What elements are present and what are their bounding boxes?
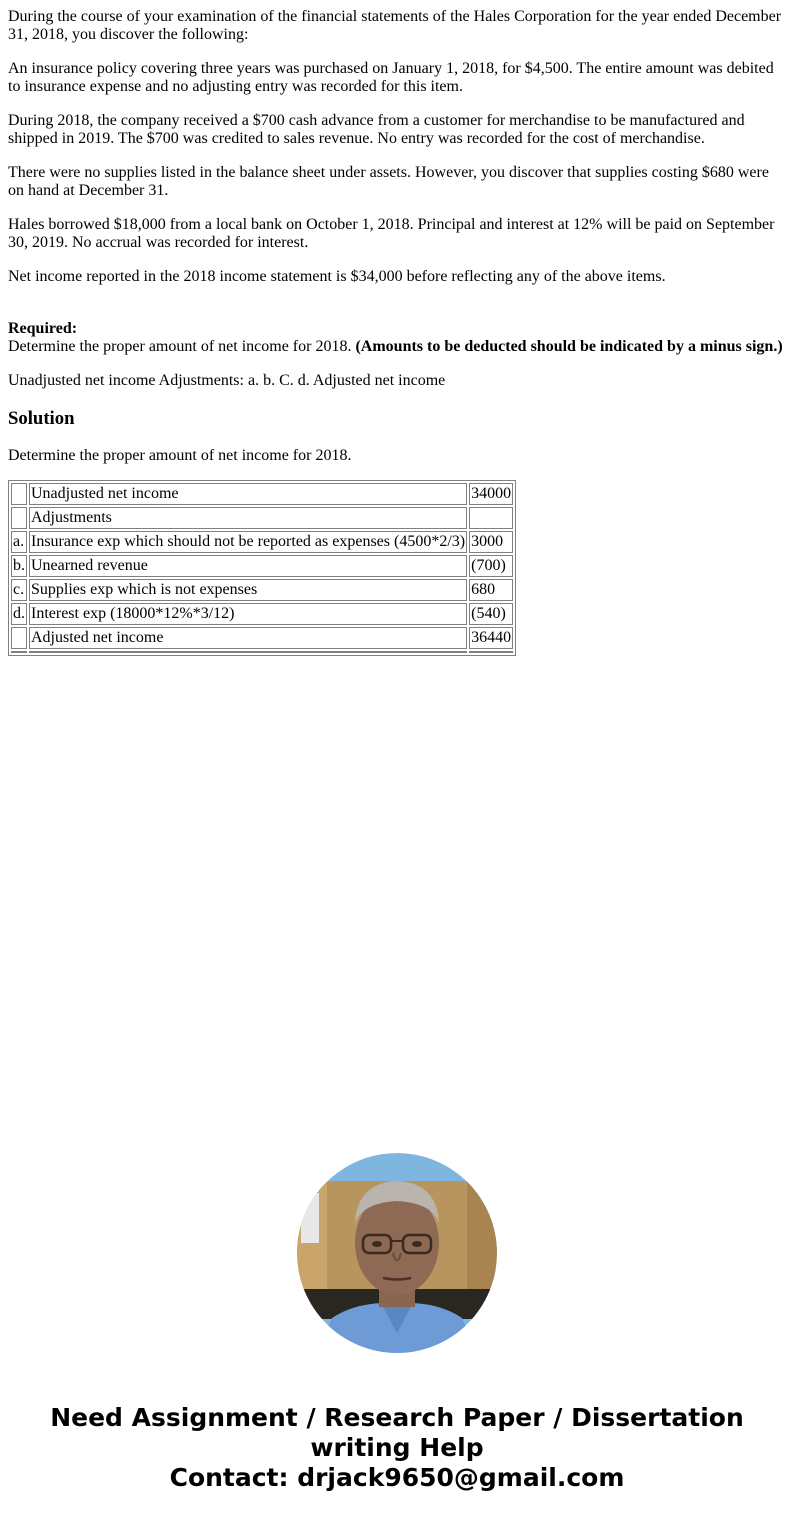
row-label: a. xyxy=(11,531,27,553)
row-label xyxy=(11,483,27,505)
row-amount: (540) xyxy=(469,603,513,625)
template-line: Unadjusted net income Adjustments: a. b. C. d. Adjusted net income xyxy=(8,372,446,389)
avatar xyxy=(297,1153,497,1353)
footer-line-1: Need Assignment / Research Paper / Dissertation xyxy=(50,1403,744,1432)
problem-item-cash-advance: During 2018, the company received a $700 cash advance from a customer for merchandise to be manufactured and shipped in 2019. The $700 was credited to sales revenue. No entry was recorded for the cost of merchandise. xyxy=(8,112,745,147)
row-description: Adjustments xyxy=(29,507,467,529)
table-row xyxy=(11,603,513,625)
table-row xyxy=(11,579,513,601)
empty-cell xyxy=(29,651,467,653)
empty-cell xyxy=(11,651,27,653)
row-description: Unadjusted net income xyxy=(29,483,467,505)
problem-item-insurance: An insurance policy covering three years was purchased on January 1, 2018, for $4,500. The entire amount was debited to insurance expense and no adjusting entry was recorded for this item. xyxy=(8,60,774,95)
required-note: (Amounts to be deducted should be indicated by a minus sign.) xyxy=(355,338,783,355)
required-block xyxy=(8,320,786,356)
table-row xyxy=(11,555,513,577)
row-amount: 3000 xyxy=(469,531,513,553)
table-row xyxy=(11,627,513,649)
table-row xyxy=(11,531,513,553)
row-description: Supplies exp which is not expenses xyxy=(29,579,467,601)
footer-line-2: writing Help xyxy=(310,1433,484,1462)
row-amount: 34000 xyxy=(469,483,513,505)
problem-intro: During the course of your examination of the financial statements of the Hales Corporation for the year ended December 31, 2018, you discover the following: xyxy=(8,8,782,43)
required-label: Required: xyxy=(8,320,78,337)
empty-cell xyxy=(469,651,513,653)
table-row xyxy=(11,507,513,529)
row-description: Adjusted net income xyxy=(29,627,467,649)
problem-item-supplies: There were no supplies listed in the balance sheet under assets. However, you discover that supplies costing $680 were on hand at December 31. xyxy=(8,164,769,199)
table-row xyxy=(11,483,513,505)
row-label: b. xyxy=(11,555,27,577)
problem-item-net-income: Net income reported in the 2018 income statement is $34,000 before reflecting any of the above items. xyxy=(8,268,666,285)
solution-intro: Determine the proper amount of net income for 2018. xyxy=(8,447,352,464)
document-body xyxy=(0,0,794,656)
row-description: Interest exp (18000*12%*3/12) xyxy=(29,603,467,625)
row-label: c. xyxy=(11,579,27,601)
row-description: Unearned revenue xyxy=(29,555,467,577)
footer-contact-email: Contact: drjack9650@gmail.com xyxy=(169,1463,625,1492)
row-description: Insurance exp which should not be reported as expenses (4500*2/3) xyxy=(29,531,467,553)
solution-heading: Solution xyxy=(8,408,75,429)
row-label xyxy=(11,627,27,649)
row-amount xyxy=(469,507,513,529)
required-text: Determine the proper amount of net income for 2018. xyxy=(8,338,356,355)
problem-item-loan: Hales borrowed $18,000 from a local bank on October 1, 2018. Principal and interest at 12% will be paid on September 30, 2019. No accrual was recorded for interest. xyxy=(8,216,775,251)
row-amount: (700) xyxy=(469,555,513,577)
row-amount: 36440 xyxy=(469,627,513,649)
row-label: d. xyxy=(11,603,27,625)
row-label xyxy=(11,507,27,529)
footer-contact xyxy=(0,1403,794,1493)
row-amount: 680 xyxy=(469,579,513,601)
person-photo-icon xyxy=(297,1153,497,1353)
table-row-empty xyxy=(11,651,513,653)
solution-table xyxy=(8,480,516,656)
